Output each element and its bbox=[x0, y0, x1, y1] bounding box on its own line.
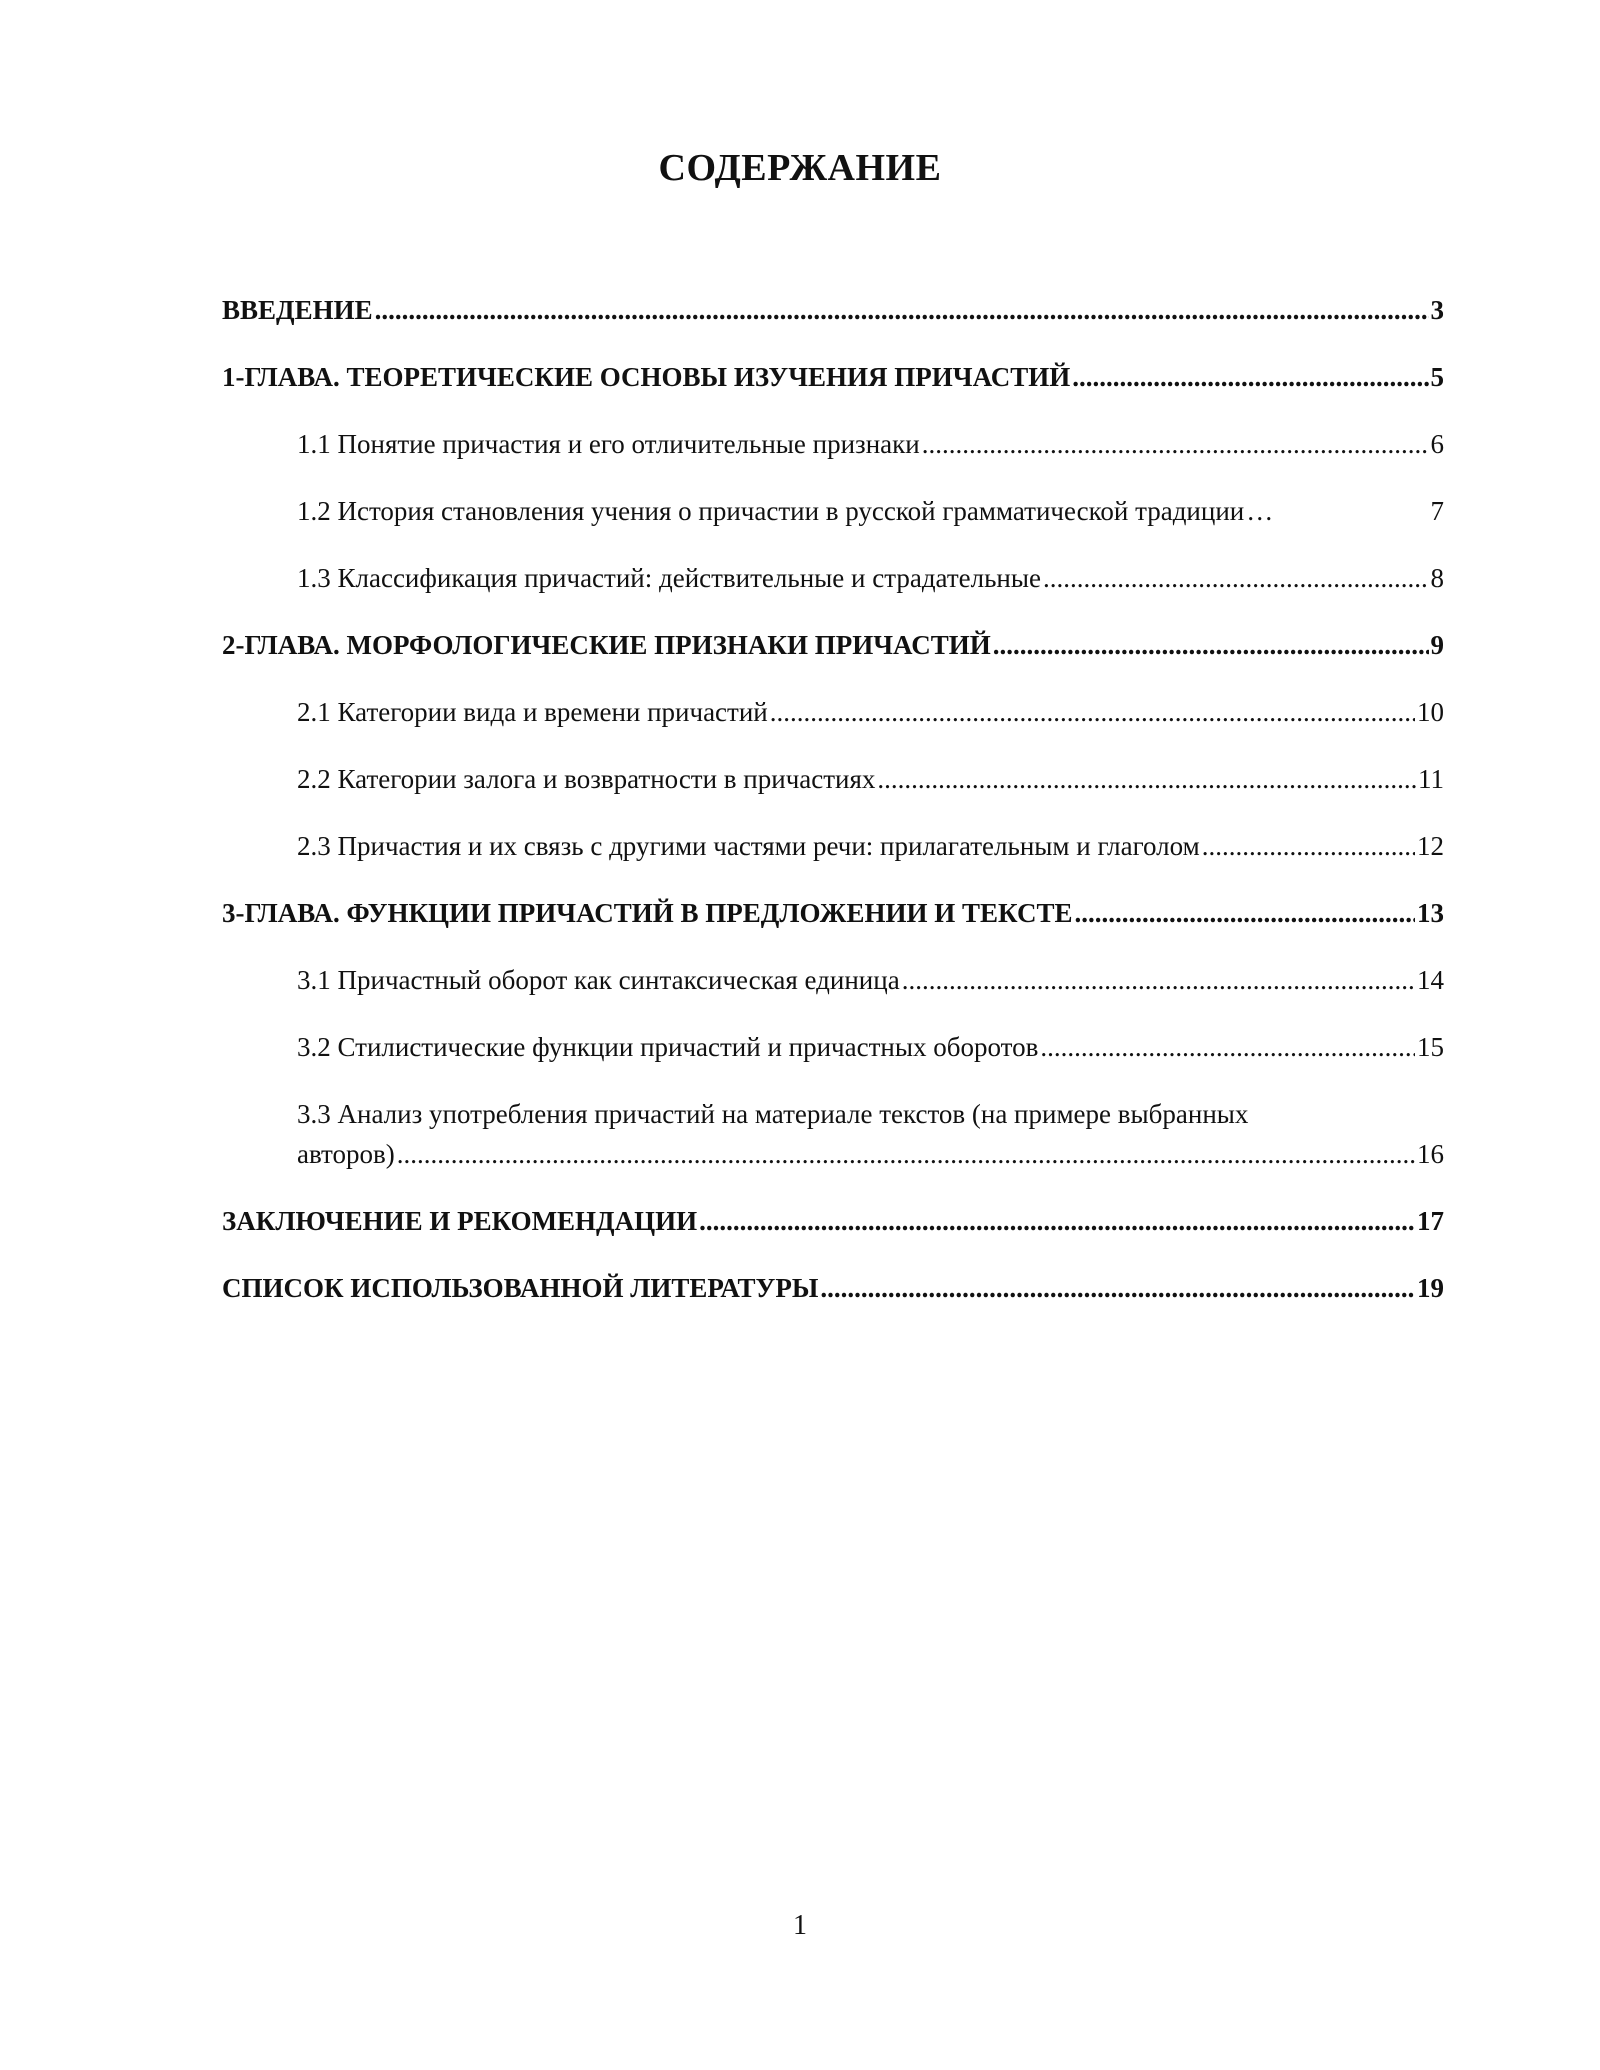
toc-dot-leader bbox=[1246, 491, 1428, 531]
toc-entry-section-1-2[interactable] bbox=[222, 491, 1444, 531]
toc-entry-title: 3.1 Причастный оборот как синтаксическая единица bbox=[297, 960, 902, 1000]
toc-dot-leader bbox=[1043, 558, 1429, 598]
toc-entry-section-2-1[interactable] bbox=[222, 692, 1444, 732]
toc-entry-page: 12 bbox=[1417, 831, 1444, 861]
toc-entry-page: 10 bbox=[1417, 697, 1444, 727]
toc-entry-page: 15 bbox=[1417, 1032, 1444, 1062]
toc-entry-introduction[interactable] bbox=[222, 290, 1444, 330]
page-number: 1 bbox=[793, 1910, 807, 1941]
toc-entry-page: 17 bbox=[1417, 1206, 1444, 1236]
toc-entry-page: 7 bbox=[1430, 496, 1444, 526]
toc-entry-page: 6 bbox=[1430, 429, 1444, 459]
toc-entry-title: 1.2 История становления учения о причастии в русской грамматической традиции bbox=[297, 491, 1246, 531]
toc-dot-leader bbox=[375, 290, 1429, 330]
toc-entry-page: 9 bbox=[1430, 630, 1444, 660]
toc-dot-leader bbox=[1202, 826, 1415, 866]
toc-dot-leader bbox=[699, 1201, 1415, 1241]
toc-entry-title: ВВЕДЕНИЕ bbox=[222, 290, 375, 330]
toc-entry-page: 11 bbox=[1418, 764, 1444, 794]
toc-entry-page: 19 bbox=[1417, 1273, 1444, 1303]
toc-dot-leader bbox=[770, 692, 1415, 732]
toc-entry-page: 14 bbox=[1417, 965, 1444, 995]
toc-entry-section-2-3[interactable] bbox=[222, 826, 1444, 866]
toc-entry-chapter-1[interactable] bbox=[222, 357, 1444, 397]
toc-entry-chapter-3[interactable] bbox=[222, 893, 1444, 933]
toc-entry-title: 2.3 Причастия и их связь с другими частями речи: прилагательным и глаголом bbox=[297, 826, 1202, 866]
toc-dot-leader bbox=[993, 625, 1429, 665]
toc-entry-title: 3-ГЛАВА. ФУНКЦИИ ПРИЧАСТИЙ В ПРЕДЛОЖЕНИИ И ТЕКСТЕ bbox=[222, 893, 1074, 933]
toc-dot-leader bbox=[877, 759, 1416, 799]
toc-entry-section-3-3[interactable] bbox=[222, 1094, 1444, 1174]
toc-entry-section-1-3[interactable] bbox=[222, 558, 1444, 598]
toc-dot-leader bbox=[1040, 1027, 1415, 1067]
toc-entry-page: 3 bbox=[1430, 295, 1444, 325]
toc-entry-section-3-2[interactable] bbox=[222, 1027, 1444, 1067]
toc-entry-title-line-2: авторов) bbox=[297, 1134, 397, 1174]
toc-entry-chapter-2[interactable] bbox=[222, 625, 1444, 665]
toc-entry-title: 3.2 Стилистические функции причастий и причастных оборотов bbox=[297, 1027, 1040, 1067]
toc-entry-title: 1.1 Понятие причастия и его отличительные признаки bbox=[297, 424, 922, 464]
toc-dot-leader bbox=[820, 1268, 1415, 1308]
toc-entry-title: 1.3 Классификация причастий: действительные и страдательные bbox=[297, 558, 1043, 598]
toc-entry-page: 13 bbox=[1417, 898, 1444, 928]
toc-entry-page: 5 bbox=[1430, 362, 1444, 392]
toc-dot-leader bbox=[902, 960, 1415, 1000]
toc-entry-section-3-1[interactable] bbox=[222, 960, 1444, 1000]
toc-entry-title-line-1: 3.3 Анализ употребления причастий на материале текстов (на примере выбранных bbox=[297, 1099, 1249, 1129]
toc-entry-title: 2-ГЛАВА. МОРФОЛОГИЧЕСКИЕ ПРИЗНАКИ ПРИЧАСТИЙ bbox=[222, 625, 993, 665]
toc-entry-conclusion[interactable] bbox=[222, 1201, 1444, 1241]
toc-entry-page: 16 bbox=[1417, 1139, 1444, 1169]
toc-entry-title: 2.1 Категории вида и времени причастий bbox=[297, 692, 770, 732]
document-title: СОДЕРЖАНИЕ bbox=[658, 147, 942, 189]
toc-dot-leader bbox=[397, 1134, 1415, 1174]
toc-entry-bibliography[interactable] bbox=[222, 1268, 1444, 1308]
toc-entry-title: 2.2 Категории залога и возвратности в причастиях bbox=[297, 759, 877, 799]
toc-dot-leader bbox=[1074, 893, 1415, 933]
toc-entry-title: 1-ГЛАВА. ТЕОРЕТИЧЕСКИЕ ОСНОВЫ ИЗУЧЕНИЯ ПРИЧАСТИЙ bbox=[222, 357, 1072, 397]
toc-entry-title: ЗАКЛЮЧЕНИЕ И РЕКОМЕНДАЦИИ bbox=[222, 1201, 699, 1241]
toc-dot-leader bbox=[922, 424, 1429, 464]
toc-entry-title: СПИСОК ИСПОЛЬЗОВАННОЙ ЛИТЕРАТУРЫ bbox=[222, 1268, 820, 1308]
toc-entry-page: 8 bbox=[1430, 563, 1444, 593]
toc-dot-leader bbox=[1072, 357, 1428, 397]
toc-entry-section-1-1[interactable] bbox=[222, 424, 1444, 464]
toc-entry-section-2-2[interactable] bbox=[222, 759, 1444, 799]
table-of-contents bbox=[222, 290, 1444, 1335]
